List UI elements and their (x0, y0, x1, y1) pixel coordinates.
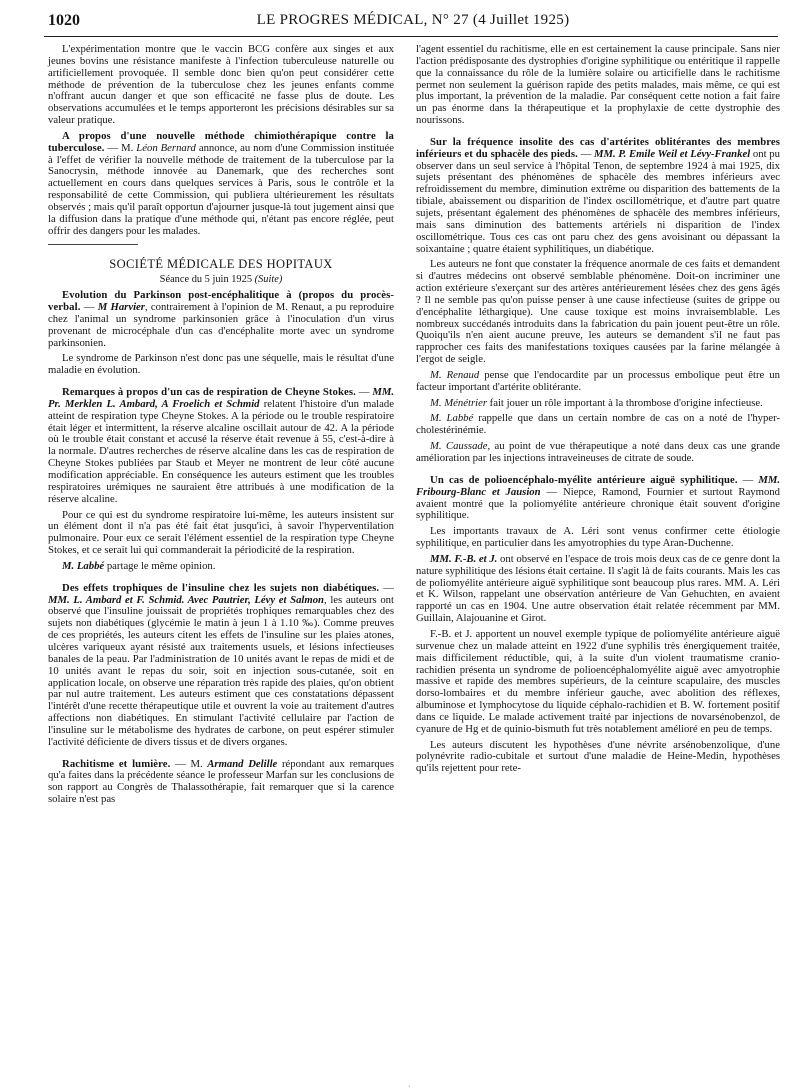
divider (48, 244, 138, 245)
chemotherapy-paragraph (48, 131, 394, 238)
rickets-text: répondant aux remarques qu'a faites dans la précédente séance le professeur Marfan sur les conclusions de son rapport au Congrès de Thalassothérapie, fait remarquer que si la carence solaire n'est pas (48, 757, 394, 806)
cheyne-stokes-text: relatent l'histoire d'un malade atteint de respiration type Cheyne Stokes. A la période ou le trouble respiratoire était léger et intermittent, la réserve alcaline oscillait autour de 42. A la période où le trouble était constant et accusé la réserve était revenue à 55, c'est-à-dire à la normale. D'autres recherches de réserve alcaline dans les cas de respiration de Cheyne Stokes publiées par Staub et Meyer ne montrent de leur côté aucune modification appréciable. En conséquence les auteurs estiment que les troubles respiratoires urémiques ne sauraient être attribués à une modification de la réserve alcaline. (48, 397, 394, 505)
dash: — (379, 581, 394, 594)
hypotheses-paragraph: Les auteurs discutent les hypothèses d'une névrite arsénobenzolique, d'une polynévrite radio-cubitale et surtout d'une maladie de Heine-Medin, hypothèses qu'ils rejettent pour rete- (416, 738, 780, 775)
insulin-paragraph (48, 583, 394, 749)
header-rule (44, 36, 778, 38)
rickets-paragraph (48, 759, 394, 806)
dash: — M. (104, 141, 137, 154)
insulin-text: , les auteurs ont observé que l'insuline jouissait de propriétés trophiques remarquables chez des sujets non diabétiques (glycémie le matin à jeun 1 à 1.10 ‰). Comme preuves de ces propriétés, les auteurs citent les effets de l'insuline sur les plaies atones, ulcères variqueux ayant résisté aux traitements usuels, et lésions infectieuses banales de la peau. Par l'administration de 10 unités avant le repas de midi et de 10 unités avant le repas du soir, soit en injection sous-cutanée, soit en application locale, on observe une réparation très rapide des plaies, qu'on obtient par nul autre traitement. Les auteurs estiment que ces constatations dépassent l'intérêt d'une recette thérapeutique utile et ouvrent la voie au traitement d'autres affections non diabétiques. En stimulant l'activité cellulaire par l'action de l'insuline sur le métabolisme des hydrates de carbone, on peut espérer stimuler l'activité déficiente de divers tissus et de divers organes. (48, 593, 394, 748)
polio-paragraph (416, 475, 780, 522)
page-number: 1020 (48, 12, 80, 29)
bcg-vaccine-paragraph: L'expérimentation montre que le vaccin BCG confère aux singes et aux jeunes bovins une résistance manifeste à l'infection tuberculeuse naturelle ou artificiellement provoquée. Il semble donc bien qu'on peut considérer cette méthode de prévention de la tuberculose chez les jeunes enfants comme n'offrant aucun danger et que son efficacité ne fasse plus de doute. Les observations accumulées et le temps apporteront les précisions désirables sur sa valeur pratique. (48, 43, 394, 127)
author-name: M. Renaud (430, 368, 480, 381)
observation-text: ont observé en l'espace de trois mois deux cas de ce genre dont la nature syphilitique des lésions était certaine. Il s'agit là de faits courants. Mais les cas de poliomyélite antérieure aiguë syphilitique sont beaucoup plus rares. MM. A. Léri et K. Wilson, rappelant une observation antérieure de Van Gehuchten, en avaient rapporté un cas en 1904. Une autre observation était relatée récemment par MM. Guillain, Alajouanine et Girot. (416, 552, 781, 625)
labbe-text: partage le même opinion. (104, 559, 216, 572)
author-name: Léon Bernard (136, 141, 196, 154)
dash: — (577, 147, 595, 160)
author-names: MM. P. Emile Weil et Lévy-Frankel (594, 147, 751, 160)
author-name: M. Labbé (430, 412, 474, 425)
left-column (48, 44, 394, 810)
page-header (48, 8, 778, 36)
author-names: MM. F.-B. et J. (430, 552, 498, 565)
renaud-paragraph (416, 370, 780, 394)
leri-paragraph: Les importants travaux de A. Léri sont venus confirmer cette étiologie syphilitique, en particulier dans les amyotrophies du type Aran-Duchenne. (416, 525, 780, 550)
dash: — (80, 301, 98, 314)
arteritis-discussion: Les auteurs ne font que constater la fréquence anormale de ces faits et demandent si d'autres médecins ont observé semblable phénomène. Doit-on incriminer une action extérieure s'exerçant sur des artères antérieurement lésées chez des gens âgés ? Il ne semble pas qu'on puisse penser à une cause infectieuse (suites de grippe ou d'encéphalite léthargique). Une cause toxique est moins invraisemblable. Les nombreux succédanés introduits dans la fabrication du pain jouent peut-être un rôle. Quoiqu'ils n'en aient aucune preuve, les auteurs se demandent s'il ne faut pas rapprocher ces faits des manifestations toxiques causées par la farine mélangée à l'ergot de seigle. (416, 258, 780, 366)
journal-title: LE PROGRES MÉDICAL, N° 27 (4 Juillet 1925) (256, 12, 570, 28)
caussade-text: , au point de vue thérapeutique a noté dans deux cas une grande amélioration par les injections intraveineuses de citrate de soude. (416, 440, 781, 464)
arteritis-heading: Sur la fréquence insolite des cas d'artérites oblitérantes des membres inférieurs et du sphacèle des pieds. (416, 135, 780, 160)
hyperventilation-paragraph: Pour ce qui est du syndrome respiratoire lui-même, les auteurs insistent sur un élément dont il n'a pas été fait état jusqu'ici, à savoir l'hyperventilation pulmonaire. Pour eux ce serait l'élément essentiel de la respiration type Cheyne Stokes, et ce serait lui qui commanderait la périodicité de la respiration. (48, 508, 394, 557)
polio-text: — Niepce, Ramond, Fournier et surtout Raymond avaient montré que la poliomyélite antérieure chronique était souvent d'origine syphilitique. (416, 485, 780, 522)
menetrier-text: fait jouer un rôle important à la thrombose d'origine infectieuse. (486, 396, 763, 409)
rickets-continued: l'agent essentiel du rachitisme, elle en est certainement la cause principale. Sans nier l'action prédisposante des dystrophies d'origine syphilitique ou entéritique il rappelle que la connaissance du rôle de la lumière solaire ou articifielle dans le rachitisme permet non seulement la guérison rapide des petits malades, mais même, ce qui est plus important, la prévention de la maladie. Par conséquent cette notion a fait faire un pas énorme dans la thérapeutique et la prophylaxie de cette dystrophie des nourissons. (416, 43, 780, 127)
parkinson-paragraph (48, 290, 394, 349)
labbe-text: rappelle que dans un certain nombre de cas on a noté de l'hyper-cholestérinémie. (416, 412, 781, 437)
section-date (48, 274, 394, 286)
dash: — (355, 386, 373, 399)
right-column (416, 44, 780, 779)
parkinson-text: , contrairement à l'opinion de M. Renaut, a pu reproduire chez l'animal un syndrome parkinsonien grâce à l'inoculation d'un virus provenant de microcéphale d'un cas d'encéphalite morte avec un syndrome parkinsonien. (48, 301, 395, 349)
chemotherapy-heading: A propos d'une nouvelle méthode chimiothérapique contre la tuberculose. (48, 129, 394, 154)
author-name: M. Labbé (62, 559, 105, 572)
labbe-paragraph (48, 561, 394, 573)
chemotherapy-text: annonce, au nom d'une Commission instituée à l'effet de vérifier la nouvelle méthode de traitement de la tuberculose par la Sanocrysin, méthode innovée au Danemark, que des recherches sont actuellement en cours dans quelques services à Paris, sous le contrôle et la responsabilité de cette Commission, qui publiera ultérieurement les résultats observés ; mais qu'il paraît opportun d'ajourner jusque-là tout jugement ainsi que la diffusion dans la pratique d'une méthode qui, n'étant pas encore réglée, peut offrir des dangers pour les malades. (48, 141, 394, 237)
dash: — M. (170, 757, 208, 770)
author-names: MM. Fribourg-Blanc et Jausion (416, 473, 780, 498)
cheyne-stokes-paragraph (48, 387, 394, 505)
author-names: MM. Pr. Merklen L. Ambard, A Froelich et Schmid (48, 386, 394, 410)
author-names: MM. L. Ambard et F. Schmid. Avec Pautrier, Lévy et Salmon (48, 593, 324, 606)
section-title: SOCIÉTÉ MÉDICALE DES HOPITAUX (109, 256, 333, 271)
parkinson-heading: Evolution du Parkinson post-encéphalitique à (propos du procès-verbal. (48, 289, 394, 314)
print-speck: · (408, 1082, 411, 1091)
observation-paragraph (416, 554, 780, 625)
menetrier-paragraph (416, 398, 780, 410)
caussade-paragraph (416, 441, 780, 465)
author-name: M. Caussade (430, 440, 488, 453)
insulin-heading: Des effets trophiques de l'insuline chez les sujets non diabétiques. (62, 581, 380, 594)
case-paragraph: F.-B. et J. apportent un nouvel exemple typique de poliomyélite antérieure aiguë survenue chez un malade atteint en 1922 d'une syphilis très énergiquement traitée, mais difficilement réductible, qui, à la suite d'un violent traumatisme cranio-rachidien présenta un syndrome de polioencéphalomyélite aiguë avec amyotrophie massive et rapide des membres supérieurs, de la ceinture scapulaire, des muscles dorso-lombaires et du membre inférieur gauche, avec abolition des réflexes, albuminose et lymphocytose du liquide céphalo-rachidien et B. W. fortement positif dans ce liquide. Le malade activement traité par injections de novarsénobenzol, de cyanure de Hg et de quinio-bismuth fut très notablement amélioré en peu de temps. (416, 627, 780, 735)
arteritis-paragraph (416, 137, 780, 255)
author-name: M. Ménétrier (430, 396, 487, 409)
polio-heading: Un cas de polioencéphalo-myélite antérieure aiguë syphilitique. (430, 473, 738, 486)
parkinson-conclusion: Le syndrome de Parkinson n'est donc pas une séquelle, mais le résultat d'une maladie en évolution. (48, 352, 394, 377)
author-name: Armand Delille (207, 757, 278, 770)
session-date: Séance du 5 juin 1925 (159, 274, 253, 286)
arteritis-text: ont pu observer dans un seul service à l'hôpital Tenon, de septembre 1924 à mai 1925, dix sujets présentant des phénomènes de sphacèle des membres inférieurs avec refroidissement du membre, diminution extrême ou disparition des battements de la tibiale, abaissement ou disparition de l'index oscillométrique, et d'autre part quatre sujets, présentant également des phénomènes de sphacèle des membres inférieurs, mais sans diminution des battements artériels ni disparition de l'index oscillométrique. Tous ces cas ont paru chez des gens avoisinant ou dépassant la soixantaine ; quatre étaient syphilitiques, un diabétique. (416, 147, 780, 255)
author-name: M Harvier (97, 301, 145, 314)
cheyne-stokes-heading: Remarques à propos d'un cas de respiration de Cheyne Stokes. (62, 386, 356, 399)
rickets-heading: Rachitisme et lumière. (62, 757, 171, 770)
session-suffix: (Suite) (254, 274, 283, 286)
labbe-paragraph (416, 413, 780, 437)
renaud-text: pense que l'endocardite par un processus embolique peut être un facteur important d'artérite oblitérante. (416, 368, 780, 393)
dash: — (737, 473, 759, 486)
